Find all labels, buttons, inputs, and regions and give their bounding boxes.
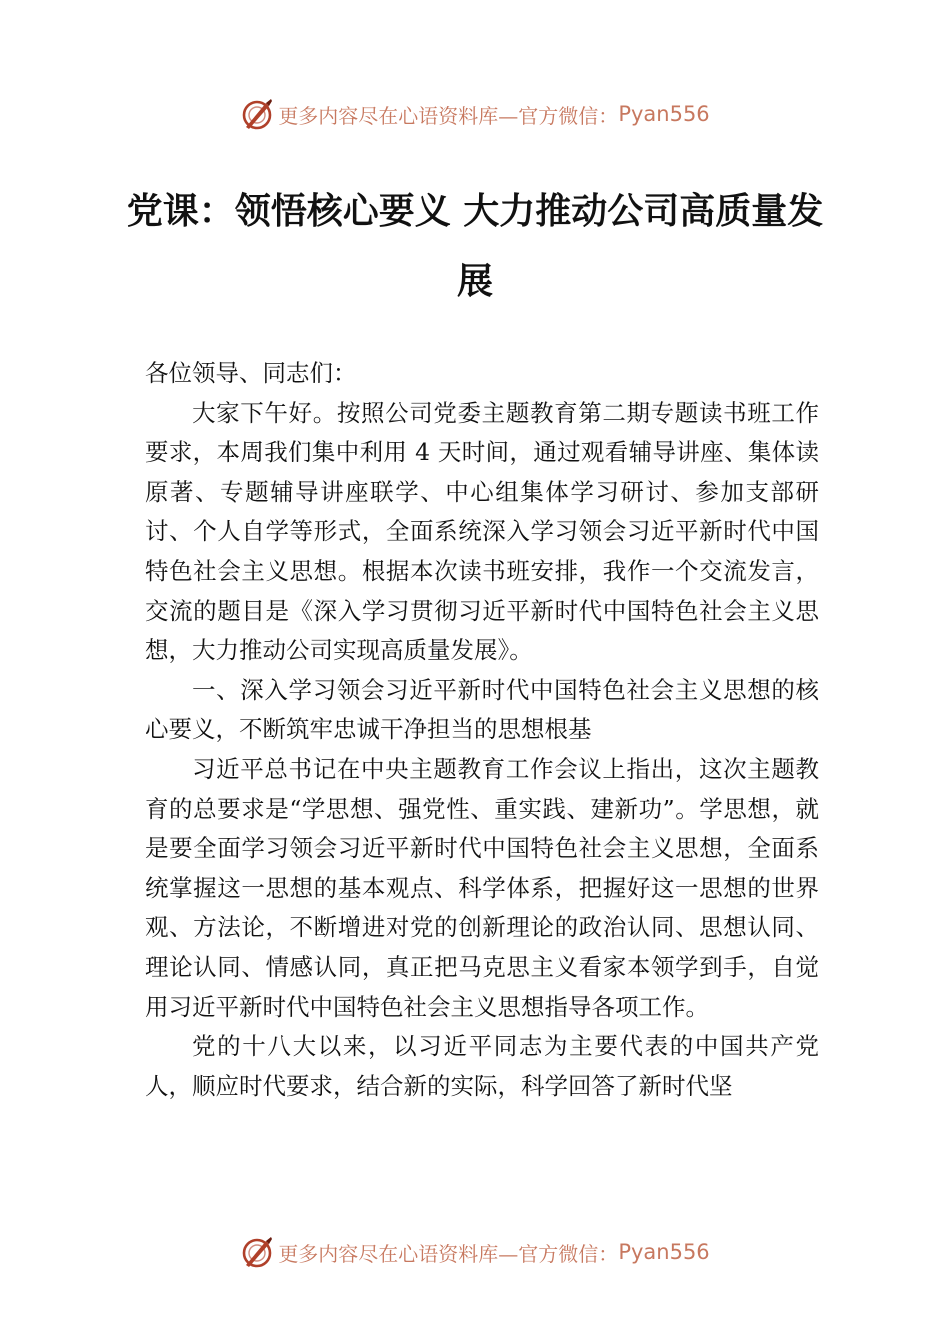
section-heading: 一、深入学习领会习近平新时代中国特色社会主义思想的核心要义，不断筑牢忠诚干净担当的思想根基 xyxy=(145,675,819,744)
header-banner xyxy=(0,94,950,134)
paragraph: 习近平总书记在中央主题教育工作会议上指出，这次主题教育的总要求是“学思想、强党性、重实践、建新功”。学思想，就是要全面学习领会习近平新时代中国特色社会主义思想，全面系统掌握这一思想的基本观点、科学体系，把握好这一思想的世界观、方法论，不断增进对党的创新理论的政治认同、思想认同、理论认同、情感认同，真正把马克思主义看家本领学到手，自觉用习近平新时代中国特色社会主义思想指导各项工作。 xyxy=(145,754,819,1021)
wechat-handle: Pyan556 xyxy=(618,102,710,126)
paragraph: 党的十八大以来，以习近平同志为主要代表的中国共产党人，顺应时代要求，结合新的实际，科学回答了新时代坚 xyxy=(145,1032,819,1100)
document-title: 党课：领悟核心要义 大力推动公司高质量发展 xyxy=(126,190,824,302)
footer-banner xyxy=(0,1232,950,1272)
document-body xyxy=(145,354,819,1106)
wechat-handle: Pyan556 xyxy=(618,1240,710,1264)
banner-text: 更多内容尽在心语资料库—官方微信： xyxy=(278,1241,619,1266)
pen-logo-icon xyxy=(240,97,274,131)
pen-logo-icon xyxy=(240,1235,274,1269)
salutation: 各位领导、同志们： xyxy=(145,359,357,387)
paragraph: 大家下午好。按照公司党委主题教育第二期专题读书班工作要求，本周我们集中利用 4 天时间，通过观看辅导讲座、集体读原著、专题辅导讲座联学、中心组集体学习研讨、参加支部研讨、个人自学等形式，全面系统深入学习领会习近平新时代中国特色社会主义思想。根据本次读书班安排，我作一个交流发言，交流的题目是《深入学习贯彻习近平新时代中国特色社会主义思想，大力推动公司实现高质量发展》。 xyxy=(145,398,819,665)
banner-text: 更多内容尽在心语资料库—官方微信： xyxy=(278,103,619,128)
